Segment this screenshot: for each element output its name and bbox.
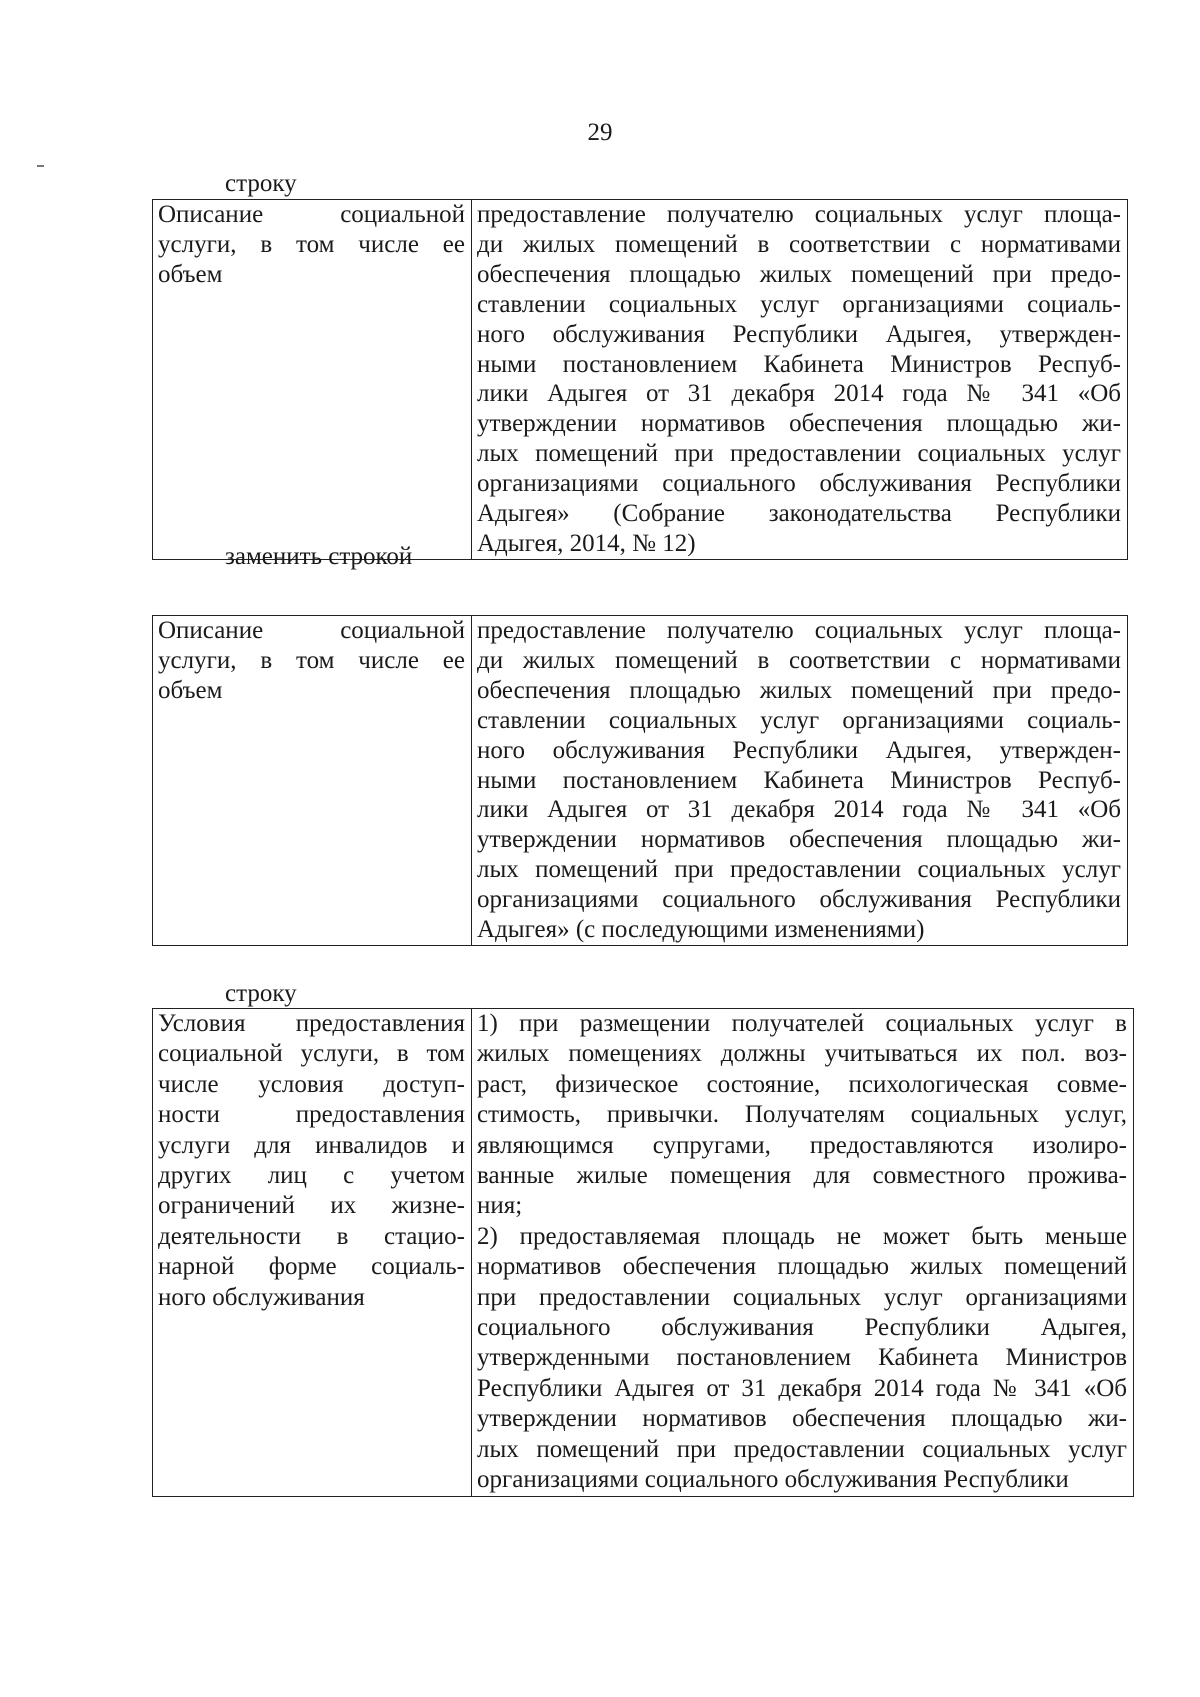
intro-text-1: строку: [225, 170, 297, 197]
intro-text-3: строку: [225, 980, 297, 1007]
text-line: ванные жилые помещения для совместного прожива-: [477, 1162, 1127, 1190]
text-line: лых помещений при предоставлении социальных услуг: [477, 440, 1121, 468]
table-row: [153, 200, 1128, 560]
text-line: ди жилых помещений в соответствии с нормативами: [477, 646, 1121, 674]
text-line: являющимся супругами, предоставляются изолиро-: [477, 1131, 1127, 1159]
text-line: Адыгея» (с последующими изменениями): [477, 916, 925, 944]
text-line: Адыгея» (Собрание законодательства Республики: [477, 500, 1121, 528]
text-line: раст, физическое состояние, психологическая совме-: [477, 1070, 1127, 1098]
text-line: организациями социального обслуживания Республики: [477, 1466, 1069, 1494]
text-line: утверждении нормативов обеспечения площадью жи-: [477, 826, 1121, 854]
text-line: нормативов обеспечения площадью жилых помещений: [477, 1253, 1127, 1281]
text-line: утвержденными постановлением Кабинета Министров: [477, 1344, 1127, 1372]
text-line: ными постановлением Кабинета Министров Респуб-: [477, 350, 1121, 378]
text-line: лики Адыгея от 31 декабря 2014 года № 341 «Об: [477, 796, 1121, 824]
table-row: [153, 1009, 1134, 1497]
text-line: ности предоставления: [158, 1101, 465, 1129]
text-line: других лиц с учетом: [158, 1162, 465, 1190]
text-line: утверждении нормативов обеспечения площадью жи-: [477, 410, 1121, 438]
text-line: объем: [158, 260, 223, 288]
text-line: ди жилых помещений в соответствии с нормативами: [477, 230, 1121, 258]
text-line: ного обслуживания Республики Адыгея, утвержден-: [477, 736, 1121, 764]
text-line: ограничений их жизне-: [158, 1192, 465, 1220]
table-row: [153, 616, 1128, 946]
right-cell: [472, 200, 1128, 560]
right-cell: [472, 1009, 1134, 1497]
text-line: при предоставлении социальных услуг организациями: [477, 1283, 1127, 1311]
text-line: Описание социальной: [158, 617, 465, 644]
text-line: ния;: [477, 1192, 523, 1220]
text-line: услуги для инвалидов и: [158, 1131, 465, 1159]
text-line: социального обслуживания Республики Адыгея,: [477, 1314, 1127, 1342]
text-line: лых помещений при предоставлении социальных услуг: [477, 1435, 1127, 1463]
text-line: Описание социальной: [158, 201, 465, 228]
text-line: ставлении социальных услуг организациями социаль-: [477, 706, 1121, 734]
text-line: Условия предоставления: [158, 1010, 465, 1037]
left-cell: [153, 200, 472, 560]
text-line: лых помещений при предоставлении социальных услуг: [477, 856, 1121, 884]
text-line: ными постановлением Кабинета Министров Респуб-: [477, 766, 1121, 794]
text-line: предоставление получателю социальных услуг площа-: [477, 617, 1121, 644]
text-line: социальной услуги, в том: [158, 1040, 465, 1068]
right-cell: [472, 616, 1128, 946]
text-line: нарной форме социаль-: [158, 1253, 465, 1281]
text-line: услуги, в том числе ее: [158, 230, 465, 258]
text-line: утверждении нормативов обеспечения площадью жи-: [477, 1405, 1127, 1433]
text-line: ставлении социальных услуг организациями социаль-: [477, 290, 1121, 318]
table-new-row-description: [152, 615, 1128, 946]
text-line: ного обслуживания Республики Адыгея, утвержден-: [477, 320, 1121, 348]
text-line: 2) предоставляемая площадь не может быть меньше: [477, 1222, 1127, 1250]
text-line: ного обслуживания: [158, 1283, 365, 1311]
left-cell: [153, 1009, 472, 1497]
text-line: объем: [158, 676, 223, 704]
text-line: услуги, в том числе ее: [158, 646, 465, 674]
left-cell: [153, 616, 472, 946]
text-line: организациями социального обслуживания Республики: [477, 470, 1121, 498]
scan-artifact: [37, 165, 44, 167]
table-old-row-conditions: [152, 1008, 1134, 1497]
page-number: 29: [587, 119, 613, 146]
text-line: организациями социального обслуживания Республики: [477, 886, 1121, 914]
text-line: стимость, привычки. Получателям социальных услуг,: [477, 1101, 1127, 1129]
text-line: обеспечения площадью жилых помещений при предо-: [477, 260, 1121, 288]
text-line: предоставление получателю социальных услуг площа-: [477, 201, 1121, 228]
text-line: Республики Адыгея от 31 декабря 2014 года № 341 «Об: [477, 1374, 1127, 1402]
text-line: обеспечения площадью жилых помещений при предо-: [477, 676, 1121, 704]
text-line: жилых помещениях должны учитываться их пол. воз-: [477, 1040, 1127, 1068]
table-old-row-description: [152, 199, 1128, 560]
text-line: 1) при размещении получателей социальных услуг в: [477, 1010, 1127, 1037]
text-line: Адыгея, 2014, № 12): [477, 529, 696, 557]
text-line: числе условия доступ-: [158, 1070, 465, 1098]
text-line: деятельности в стацио-: [158, 1222, 465, 1250]
intro-text-2: заменить строкой: [225, 543, 413, 570]
text-line: лики Адыгея от 31 декабря 2014 года № 341 «Об: [477, 380, 1121, 408]
